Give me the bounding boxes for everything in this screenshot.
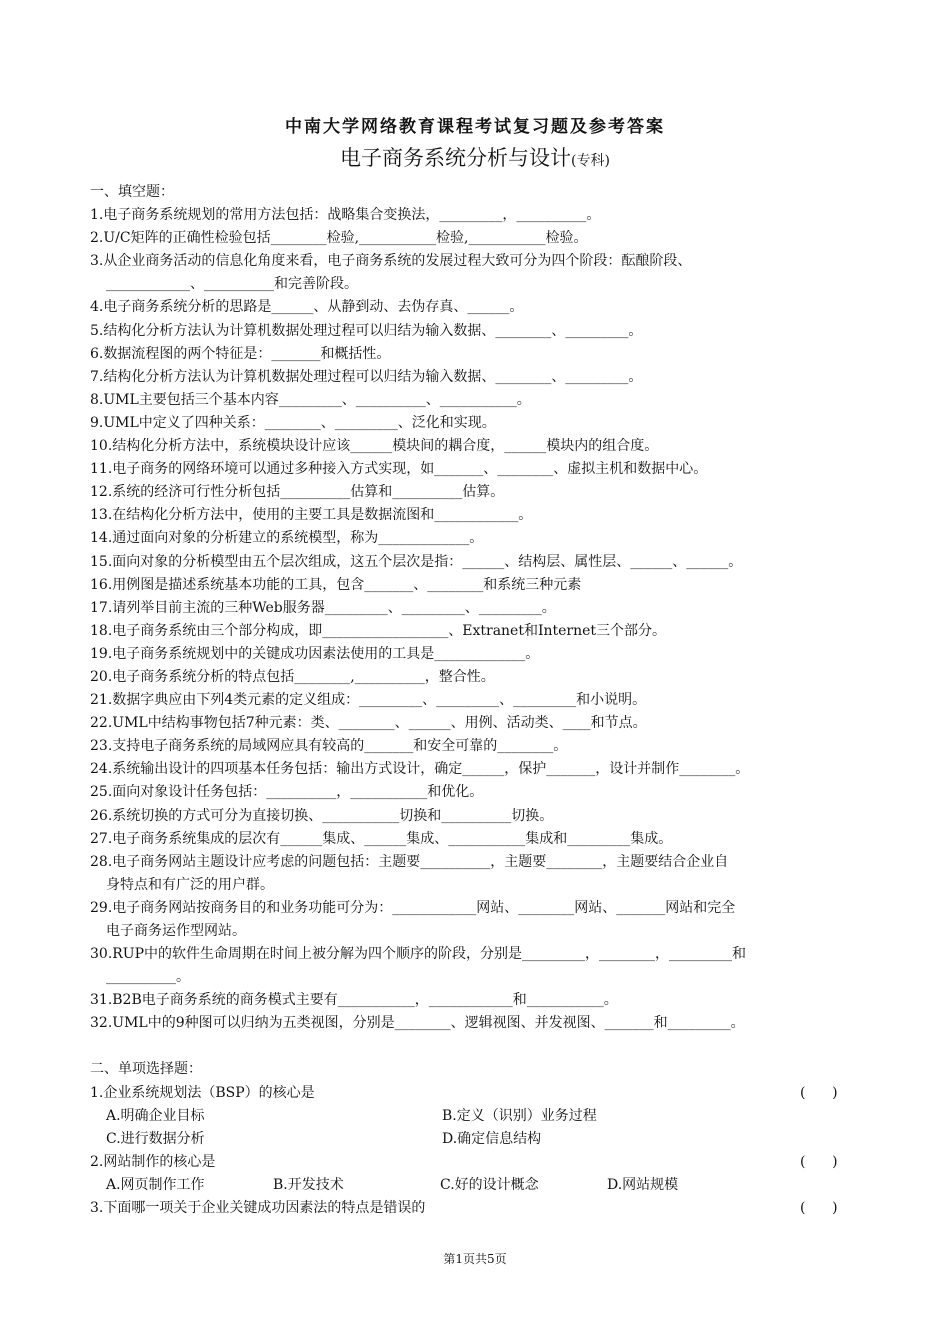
fill-blank-line: 25.面向对象设计任务包括：__________，___________和优化。 [90,784,484,801]
fill-blank-line: 4.电子商务系统分析的思路是______、从静到动、去伪存真、______。 [90,299,524,316]
fill-blank-line: 22.UML中结构事物包括7种元素：类、________、______、用例、活动类、____和节点。 [90,715,647,732]
question-text: 1.企业系统规划法（BSP）的核心是 [90,1084,315,1101]
fill-blank-line: 26.系统切换的方式可分为直接切换、___________切换和__________切换。 [90,807,554,824]
fill-blank-line: 16.用例图是描述系统基本功能的工具，包含_______、________和系统三种元素 [90,576,582,593]
option-b: B.定义（识别）业务过程 [442,1107,597,1124]
course-level: (专科) [571,153,610,169]
fill-blank-line: 8.UML主要包括三个基本内容_________、__________、___________。 [90,391,531,408]
fill-blank-line: 14.通过面向对象的分析建立的系统模型，称为_____________。 [90,530,484,547]
fill-blank-line: 10.结构化分析方法中，系统模块设计应该______模块间的耦合度，______模块内的组合度。 [90,438,659,455]
fill-blank-line: 6.数据流程图的两个特征是：_______和概括性。 [90,345,391,362]
page-footer: 第1页共5页 [443,1252,507,1266]
fill-blank-line: 11.电子商务的网络环境可以通过多种接入方式实现，如_______、________、虚拟主机和数据中心。 [90,461,708,478]
fill-blank-line: 30.RUP中的软件生命周期在时间上被分解为四个顺序的阶段，分别是_________，________，_________和 [90,946,747,963]
fill-blank-line: 17.请列举目前主流的三种Web服务器_________、_________、_________。 [90,599,556,616]
fill-blank-line: 3.从企业商务活动的信息化角度来看，电子商务系统的发展过程大致可分为四个阶段：酝酿阶段、 [90,253,692,270]
option-a: A.网页制作工作 [106,1176,205,1193]
section-heading-fill-blank: 一、填空题： [90,184,174,200]
fill-blank-line: 23.支持电子商务系统的局域网应具有较高的_______和安全可靠的________。 [90,738,568,755]
fill-blank-line: 身特点和有广泛的用户群。 [106,876,274,893]
document-title: 中南大学网络教育课程考试复习题及参考答案 [285,117,665,137]
option-d: D.网站规模 [607,1176,679,1193]
section-heading-single-choice: 二、单项选择题： [90,1061,202,1078]
fill-blank-line: 27.电子商务系统集成的层次有______集成、______集成、___________集成和_________集成。 [90,830,673,847]
choice-question [90,1151,860,1174]
fill-blank-line: 20.电子商务系统分析的特点包括________,__________，整合性。 [90,668,495,685]
answer-parentheses: ( ) [800,1153,838,1170]
option-c: C.进行数据分析 [106,1130,205,1147]
option-a: A.明确企业目标 [106,1107,205,1124]
choice-question [90,1197,860,1220]
fill-blank-line: 18.电子商务系统由三个部分构成，即__________________、Extranet和Internet三个部分。 [90,622,667,639]
fill-blank-line: 21.数据字典应由下列4类元素的定义组成：_________、_________、_________和小说明。 [90,692,647,709]
fill-blank-line: 24.系统输出设计的四项基本任务包括：输出方式设计，确定______，保护_______，设计并制作________。 [90,761,750,778]
fill-blank-line: 15.面向对象的分析模型由五个层次组成，这五个层次是指：______、结构层、属性层、______、______。 [90,553,743,570]
question-text: 3.下面哪一项关于企业关键成功因素法的特点是错误的 [90,1200,426,1217]
fill-blank-line: __________。 [106,969,190,986]
spacer [90,1035,860,1058]
option-b: B.开发技术 [273,1176,344,1193]
fill-blank-line: 7.结构化分析方法认为计算机数据处理过程可以归结为输入数据、________、_________。 [90,368,643,385]
fill-blank-line: 9.UML中定义了四种关系：________、_________、泛化和实现。 [90,414,496,431]
fill-blank-line: 29.电子商务网站按商务目的和业务功能可分为：____________网站、________网站、_______网站和完全 [90,899,736,916]
fill-blank-line: 31.B2B电子商务系统的商务模式主要有___________，____________和___________。 [90,992,618,1009]
answer-parentheses: ( ) [800,1084,838,1101]
question-text: 2.网站制作的核心是 [90,1153,216,1170]
fill-blank-line: 32.UML中的9种图可以归纳为五类视图，分别是________、逻辑视图、并发视图、_______和_________。 [90,1015,745,1032]
option-row [90,1105,860,1128]
option-row [90,1128,860,1151]
fill-blank-line: ____________、__________和完善阶段。 [106,276,358,293]
fill-blank-line: 1.电子商务系统规划的常用方法包括：战略集合变换法，_________，__________。 [90,207,601,224]
fill-blank-line: 电子商务运作型网站。 [106,923,246,939]
course-name: 电子商务系统分析与设计 [340,146,572,170]
option-d: D.确定信息结构 [442,1130,542,1147]
fill-blank-line: 2.U/C矩阵的正确性检验包括________检验,___________检验,___________检验。 [90,230,588,247]
fill-blank-list [90,204,860,1035]
fill-blank-line: 5.结构化分析方法认为计算机数据处理过程可以归结为输入数据、________、_________。 [90,322,643,339]
option-c: C.好的设计概念 [440,1176,539,1193]
course-title [0,142,950,172]
answer-parentheses: ( ) [800,1200,838,1217]
choice-question [90,1082,860,1105]
option-row [90,1174,860,1197]
fill-blank-line: 19.电子商务系统规划中的关键成功因素法使用的工具是_____________。 [90,645,540,662]
fill-blank-line: 28.电子商务网站主题设计应考虑的问题包括：主题要__________，主题要________，主题要结合企业自 [90,853,729,870]
fill-blank-line: 12.系统的经济可行性分析包括__________估算和__________估算。 [90,484,505,501]
exam-content [90,181,860,1220]
fill-blank-line: 13.在结构化分析方法中，使用的主要工具是数据流图和____________。 [90,507,533,524]
